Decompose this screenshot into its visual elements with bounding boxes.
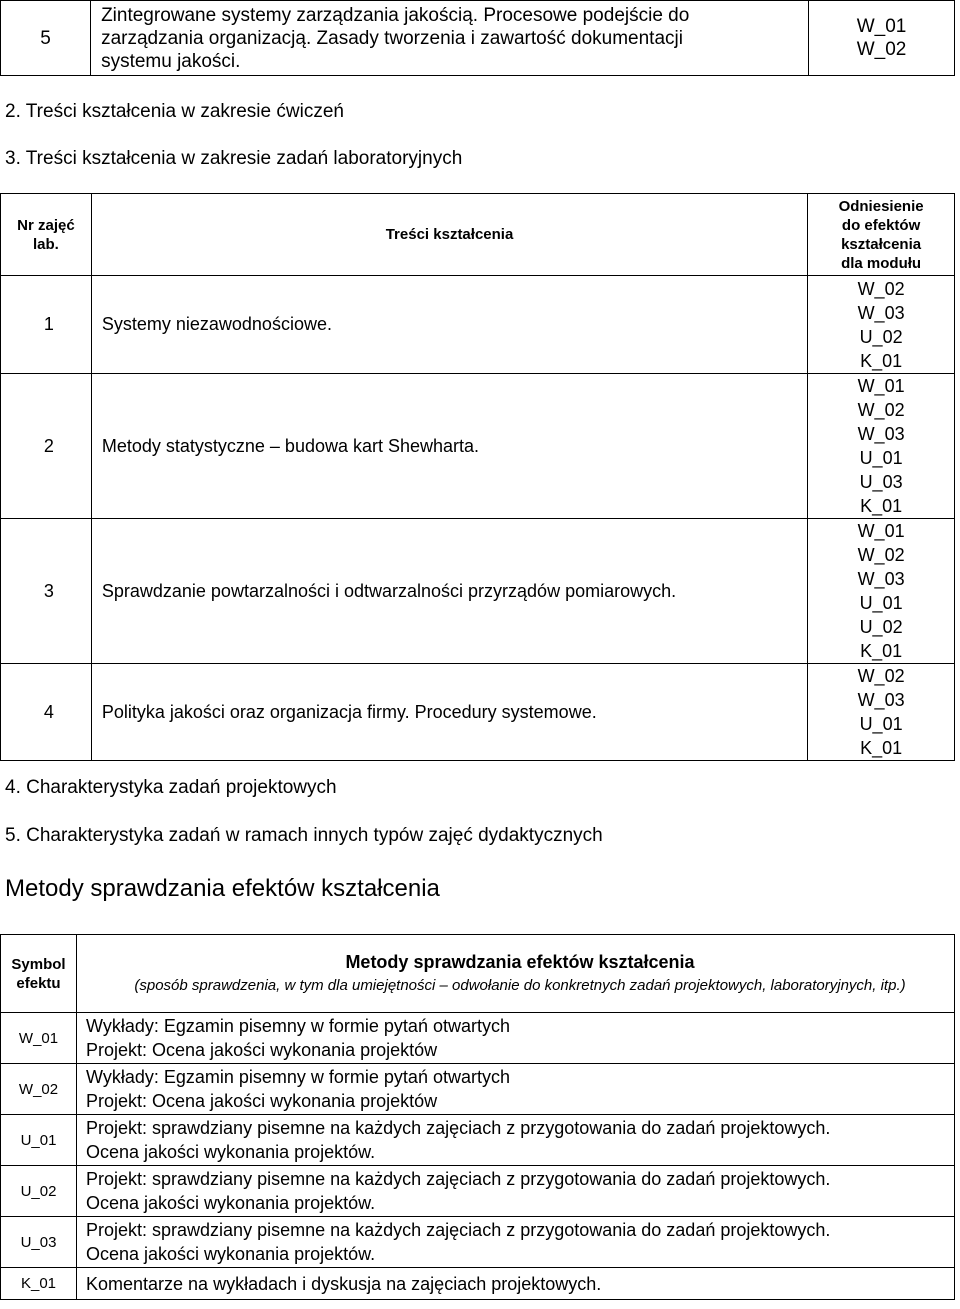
row-content: Sprawdzanie powtarzalności i odtwarzalności przyrządów pomiarowych. bbox=[91, 519, 807, 664]
ref-code: W_02 bbox=[857, 400, 905, 420]
method-line: Ocena jakości wykonania projektów. bbox=[86, 1142, 376, 1162]
header-refs-line: kształcenia bbox=[841, 235, 922, 253]
table-row bbox=[1, 1, 955, 76]
ref-code: U_01 bbox=[859, 714, 903, 734]
effect-symbol: U_03 bbox=[1, 1217, 77, 1268]
table-header-row bbox=[1, 194, 955, 276]
method-line: Ocena jakości wykonania projektów. bbox=[86, 1244, 376, 1264]
table-row bbox=[1, 1064, 955, 1115]
lab-content-table bbox=[0, 193, 955, 761]
table-row bbox=[1, 1268, 955, 1300]
ref-code: K_01 bbox=[860, 738, 903, 758]
header-methods-title: Metody sprawdzania efektów kształcenia bbox=[345, 951, 695, 972]
table-header-row bbox=[1, 935, 955, 1013]
header-methods-subtitle: (sposób sprawdzenia, w tym dla umiejętności – odwołanie do konkretnych zadań projektowych, laboratoryjnych, itp.) bbox=[134, 976, 906, 994]
ref-code: K_01 bbox=[860, 641, 903, 661]
row-refs bbox=[808, 664, 955, 761]
method-line: Wykłady: Egzamin pisemny w formie pytań otwartych bbox=[86, 1016, 510, 1036]
section-heading-other: 5. Charakterystyka zadań w ramach innych typów zajęć dydaktycznych bbox=[5, 825, 603, 846]
table-row bbox=[1, 276, 955, 374]
table-row bbox=[1, 374, 955, 519]
ref-code: W_02 bbox=[857, 545, 905, 565]
row-refs bbox=[809, 1, 955, 76]
method-line: Ocena jakości wykonania projektów. bbox=[86, 1193, 376, 1213]
row-content: Polityka jakości oraz organizacja firmy. Procedury systemowe. bbox=[91, 664, 807, 761]
row-number: 4 bbox=[1, 664, 92, 761]
table-row bbox=[1, 1013, 955, 1064]
method-description bbox=[77, 1064, 955, 1115]
header-nr-line: lab. bbox=[33, 235, 59, 253]
header-nr-line: Nr zajęć bbox=[17, 216, 75, 234]
section-heading-exercises: 2. Treści kształcenia w zakresie ćwiczeń bbox=[5, 101, 344, 122]
methods-table bbox=[0, 934, 955, 1300]
table-row bbox=[1, 1217, 955, 1268]
page-title: Metody sprawdzania efektów kształcenia bbox=[5, 875, 440, 902]
ref-code: W_01 bbox=[856, 16, 907, 37]
row-number: 5 bbox=[1, 1, 91, 76]
method-description bbox=[77, 1166, 955, 1217]
method-description bbox=[77, 1115, 955, 1166]
method-line: Projekt: sprawdziany pisemne na każdych zajęciach z przygotowania do zadań projektowych. bbox=[86, 1169, 831, 1189]
effect-symbol: K_01 bbox=[1, 1268, 77, 1300]
ref-code: W_01 bbox=[857, 521, 905, 541]
ref-code: W_03 bbox=[857, 690, 905, 710]
table-row bbox=[1, 1115, 955, 1166]
row-content bbox=[91, 1, 809, 76]
ref-code: W_02 bbox=[856, 39, 907, 60]
header-nr bbox=[1, 194, 92, 276]
method-description bbox=[77, 1268, 955, 1300]
header-refs-line: Odniesienie bbox=[838, 197, 924, 215]
section-heading-lab: 3. Treści kształcenia w zakresie zadań laboratoryjnych bbox=[5, 148, 463, 169]
table-row bbox=[1, 519, 955, 664]
ref-code: K_01 bbox=[860, 496, 903, 516]
row-number: 1 bbox=[1, 276, 92, 374]
ref-code: W_03 bbox=[857, 302, 905, 323]
ref-code: W_01 bbox=[857, 376, 905, 396]
ref-code: U_02 bbox=[859, 617, 903, 637]
table-row bbox=[1, 664, 955, 761]
effect-symbol: U_01 bbox=[1, 1115, 77, 1166]
header-content: Treści kształcenia bbox=[91, 194, 807, 276]
ref-code: U_01 bbox=[859, 448, 903, 468]
lecture-table-continuation bbox=[0, 0, 955, 76]
header-refs-line: do efektów bbox=[841, 216, 921, 234]
content-line: zarządzania organizacją. Zasady tworzenia i zawartość dokumentacji bbox=[101, 27, 683, 49]
row-content: Systemy niezawodnościowe. bbox=[91, 276, 807, 374]
method-line: Projekt: Ocena jakości wykonania projektów bbox=[86, 1091, 438, 1111]
effect-symbol: W_01 bbox=[1, 1013, 77, 1064]
content-line: Zintegrowane systemy zarządzania jakością. Procesowe podejście do bbox=[101, 4, 690, 26]
section-heading-projects: 4. Charakterystyka zadań projektowych bbox=[5, 777, 337, 798]
effect-symbol: W_02 bbox=[1, 1064, 77, 1115]
header-refs-line: dla modułu bbox=[841, 254, 922, 272]
ref-code: K_01 bbox=[860, 350, 903, 371]
method-description bbox=[77, 1013, 955, 1064]
ref-code: W_02 bbox=[857, 666, 905, 686]
ref-code: W_02 bbox=[857, 278, 905, 299]
row-number: 2 bbox=[1, 374, 92, 519]
header-symbol bbox=[1, 935, 77, 1013]
row-refs bbox=[808, 519, 955, 664]
row-number: 3 bbox=[1, 519, 92, 664]
header-refs bbox=[808, 194, 955, 276]
ref-code: U_02 bbox=[859, 326, 903, 347]
method-line: Komentarze na wykładach i dyskusja na zajęciach projektowych. bbox=[86, 1273, 602, 1294]
method-line: Projekt: sprawdziany pisemne na każdych zajęciach z przygotowania do zadań projektowych. bbox=[86, 1220, 831, 1240]
header-symbol-line: efektu bbox=[16, 974, 61, 992]
content-line: systemu jakości. bbox=[101, 50, 241, 72]
method-line: Wykłady: Egzamin pisemny w formie pytań otwartych bbox=[86, 1067, 510, 1087]
ref-code: U_03 bbox=[859, 472, 903, 492]
row-refs bbox=[808, 276, 955, 374]
effect-symbol: U_02 bbox=[1, 1166, 77, 1217]
header-symbol-line: Symbol bbox=[11, 955, 66, 973]
ref-code: U_01 bbox=[859, 593, 903, 613]
method-description bbox=[77, 1217, 955, 1268]
row-refs bbox=[808, 374, 955, 519]
ref-code: W_03 bbox=[857, 424, 905, 444]
row-content: Metody statystyczne – budowa kart Shewharta. bbox=[91, 374, 807, 519]
table-row bbox=[1, 1166, 955, 1217]
method-line: Projekt: Ocena jakości wykonania projektów bbox=[86, 1040, 438, 1060]
ref-code: W_03 bbox=[857, 569, 905, 589]
header-methods bbox=[77, 935, 955, 1013]
method-line: Projekt: sprawdziany pisemne na każdych zajęciach z przygotowania do zadań projektowych. bbox=[86, 1118, 831, 1138]
